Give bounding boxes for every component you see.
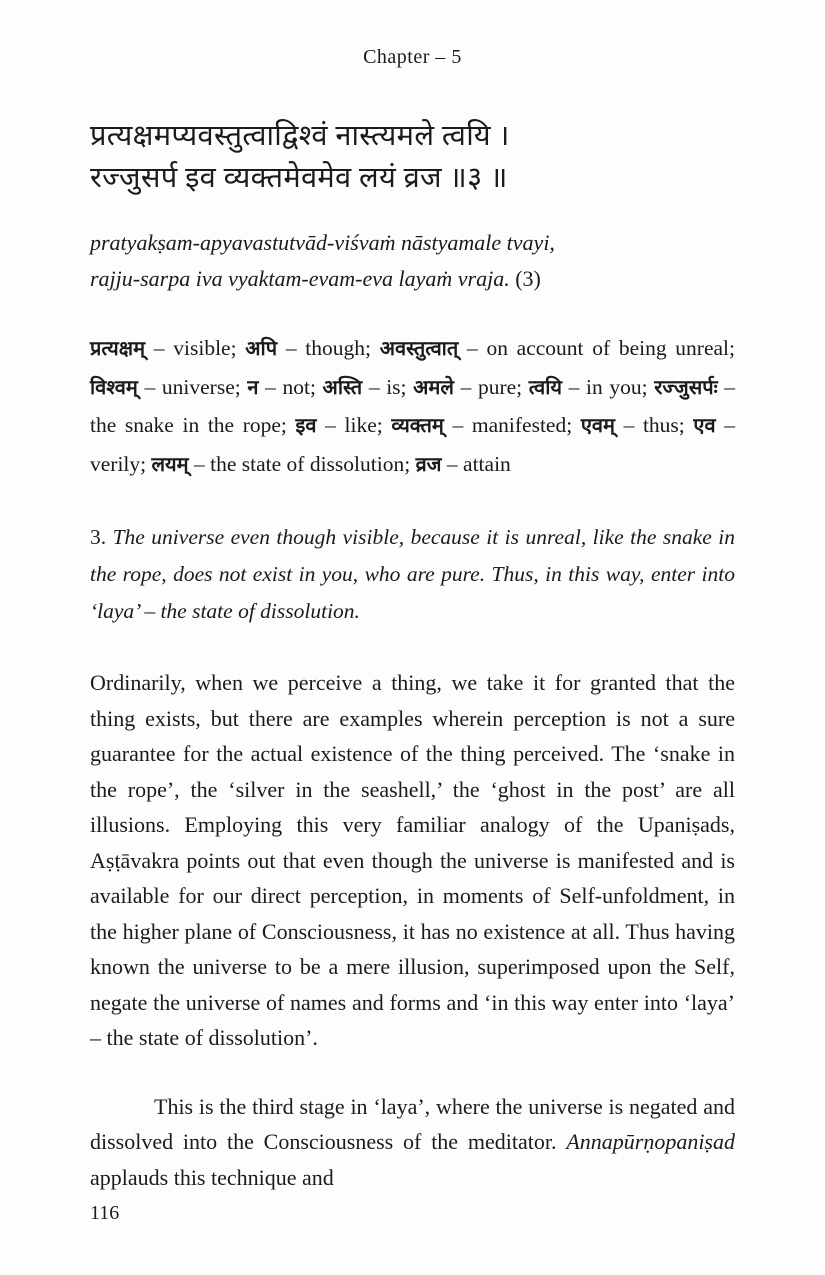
sanskrit-verse-line-1: प्रत्यक्षमप्यवस्तुत्वाद्विश्वं नास्त्यमले त्वयि । <box>90 120 510 152</box>
word-meaning: – pure; <box>453 374 529 399</box>
sanskrit-word: त्वयि <box>528 374 562 399</box>
word-meaning: – the snake in the rope; <box>90 374 736 437</box>
sanskrit-word: अस्ति <box>322 374 363 399</box>
page-number: 116 <box>90 1202 120 1224</box>
word-meaning: – though; <box>277 336 380 360</box>
verse-transliteration <box>90 225 735 297</box>
commentary-text: applauds this technique and <box>90 1164 334 1190</box>
word-meaning: – on account of being unreal; <box>458 336 735 360</box>
word-meaning: – universe; <box>137 374 248 399</box>
verse-translation <box>90 519 735 630</box>
sanskrit-verse <box>90 115 735 199</box>
sanskrit-word: व्यक्तम् <box>391 413 444 437</box>
word-meanings <box>90 329 735 483</box>
translation-text: The universe even though visible, because it is unreal, like the snake in the rope, does not exist in you, who are pure. Thus, in this way, enter into ‘laya’ – the state of dissolution. <box>90 525 736 623</box>
sanskrit-word: रज्जुसर्पः <box>654 374 718 399</box>
transliteration-line-2 <box>90 261 735 297</box>
transliteration-text-1: pratyakṣam-apyavastutvād-viśvaṁ nāstyamale tvayi, <box>90 230 555 255</box>
sanskrit-word: इव <box>295 413 317 437</box>
word-meaning: – in you; <box>562 374 655 399</box>
sanskrit-word: अमले <box>413 374 454 399</box>
chapter-header: Chapter – 5 <box>363 46 462 68</box>
word-meaning: – visible; <box>145 336 246 360</box>
word-meaning: – not; <box>258 374 323 399</box>
sanskrit-word: अवस्तुत्वात् <box>379 336 459 360</box>
verse-number: (3) <box>515 266 541 291</box>
transliteration-text-2: rajju-sarpa iva vyaktam-evam-eva layaṁ vraja. <box>90 266 510 291</box>
sanskrit-word: अपि <box>245 336 278 360</box>
commentary-text: This is the third stage in ‘laya’, where the universe is negated and dissolved into the Consciousness of the meditator. <box>90 1093 735 1154</box>
word-meaning: – attain <box>441 451 511 476</box>
translation-number: 3. <box>90 525 113 549</box>
transliteration-line-1 <box>90 225 735 261</box>
word-meaning: – the state of dissolution; <box>188 451 416 476</box>
sanskrit-verse-line-2: रज्जुसर्प इव व्यक्तमेवमेव लयं व्रज ॥३ ॥ <box>90 162 508 194</box>
sanskrit-word: एव <box>693 413 716 437</box>
upanishad-title: Annapūrṇopaniṣad <box>566 1129 735 1154</box>
commentary-paragraph-1: Ordinarily, when we perceive a thing, we take it for granted that the thing exists, but there are examples wherein perception is not a sure guarantee for the actual existence of the thing perceived. The ‘snake in the rope’, the ‘silver in the seashell,’ the ‘ghost in the post’ are all illusions. Employing this very familiar analogy of the Upaniṣads, Aṣṭāvakra points out that even though the universe is manifested and is available for our direct perception, in moments of Self-unfoldment, in the higher plane of Consciousness, it has no existence at all. Thus having known the universe to be a mere illusion, superimposed upon the Self, negate the universe of names and forms and ‘in this way enter into ‘laya’ – the state of dissolution’. <box>90 670 735 1050</box>
sanskrit-word: न <box>247 374 259 399</box>
sanskrit-word: विश्वम् <box>90 374 138 399</box>
word-meaning: – like; <box>316 413 392 437</box>
sanskrit-word: व्रज <box>415 451 442 476</box>
sanskrit-word: प्रत्यक्षम् <box>90 336 146 360</box>
sanskrit-word: लयम् <box>151 451 189 476</box>
word-meaning: – thus; <box>614 413 694 437</box>
word-meaning: – verily; <box>90 413 735 476</box>
word-meaning: – manifested; <box>443 413 581 437</box>
word-meaning: – is; <box>362 374 414 399</box>
sanskrit-word: एवम् <box>580 413 615 437</box>
commentary-paragraph-2 <box>90 1089 735 1196</box>
